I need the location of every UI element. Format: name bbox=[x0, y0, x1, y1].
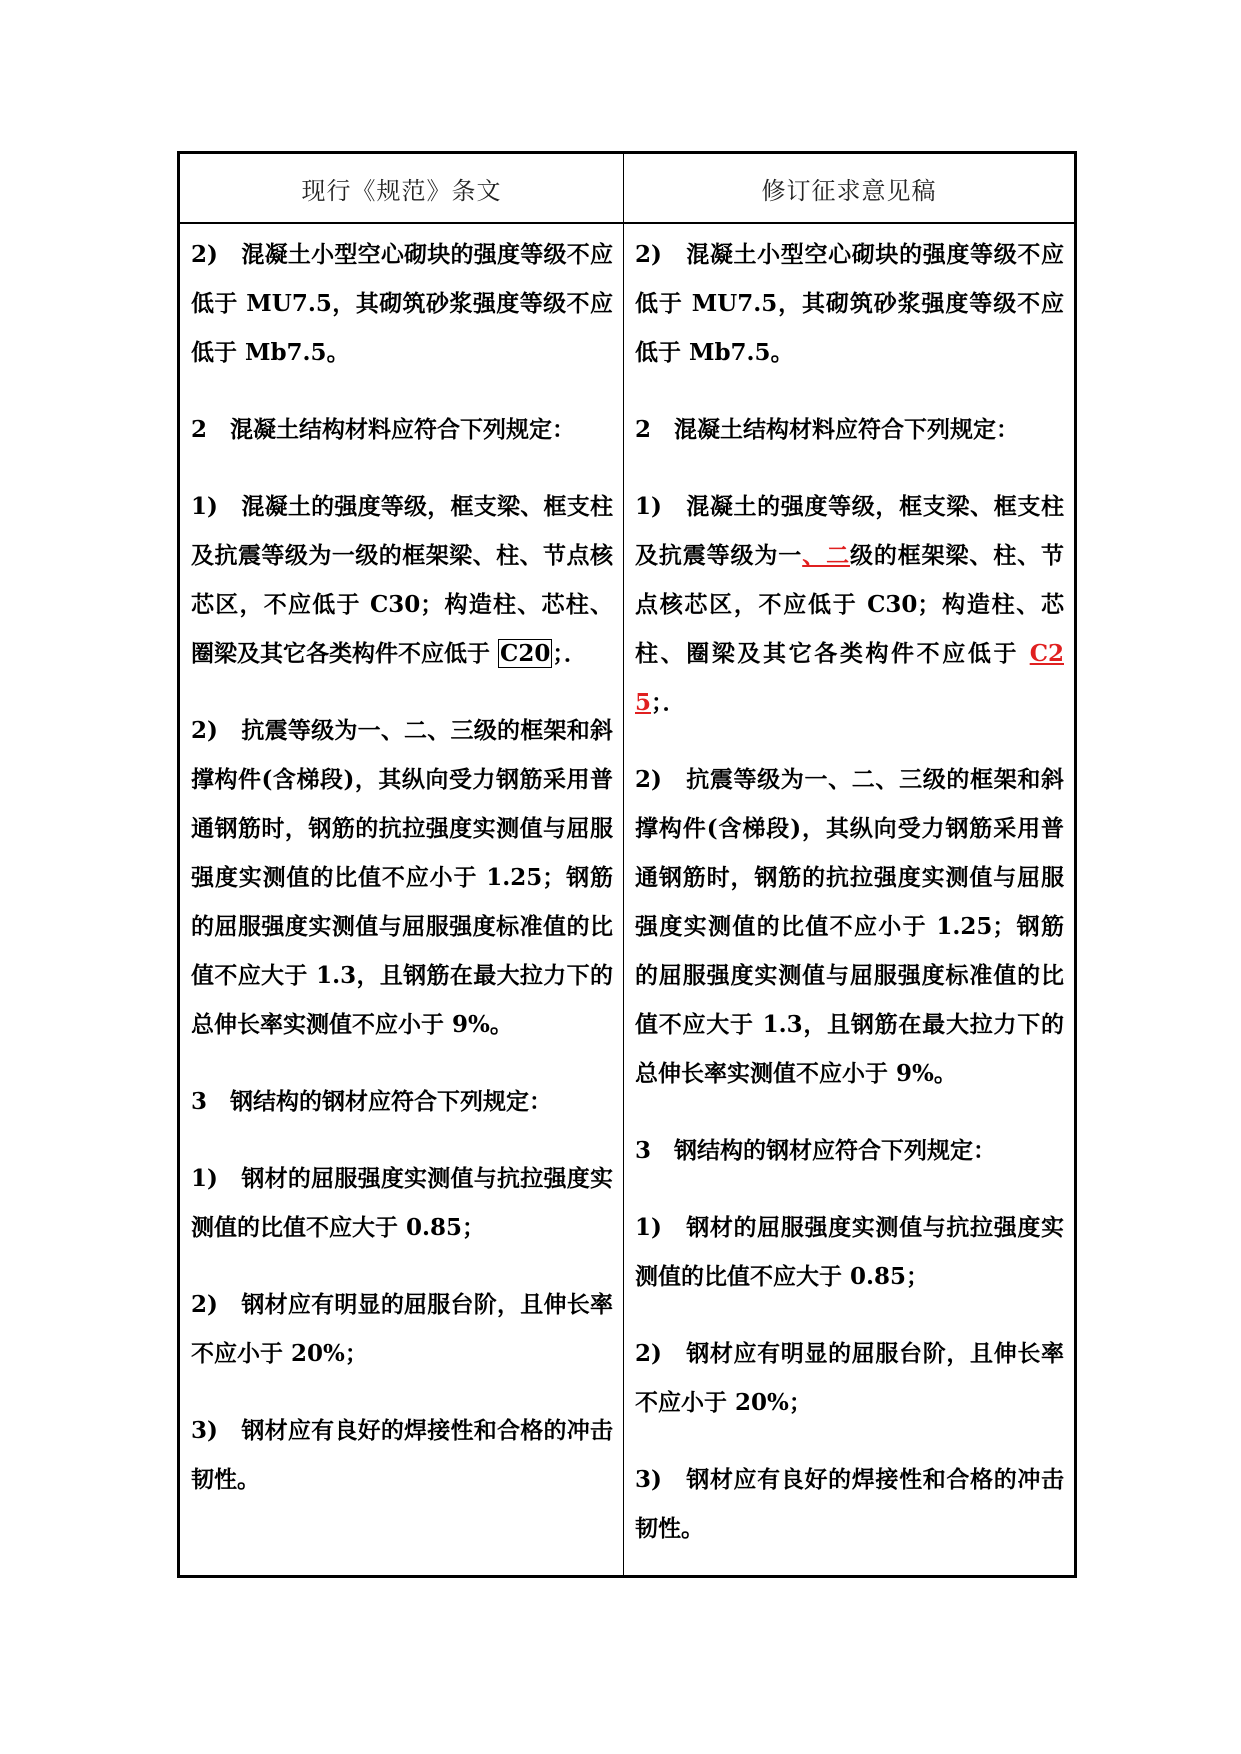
header-current-code: 现行《规范》条文 bbox=[179, 153, 624, 224]
right-inserted-level-two: 、二 bbox=[802, 542, 850, 569]
left-clause-rebar: 2) 抗震等级为一、二、三级的框架和斜撑构件(含梯段)，其纵向受力钢筋采用普通钢筋时，钢筋的抗拉强度实测值与屈服强度实测值的比值不应小于 1.25；钢筋的屈服强度实测值与屈服强度标准值的比值不应大于 1.3，且钢筋在最大拉力下的总伸长率实测值不应小于 9%。 bbox=[191, 717, 613, 1038]
content-row bbox=[179, 223, 1076, 1577]
right-clause-concrete-grade-text-a: 1) 混凝土的强度等级，框支梁、框支柱及抗震等级为一 bbox=[635, 493, 1064, 569]
right-clause-steel-heading: 3 钢结构的钢材应符合下列规定： bbox=[635, 1137, 997, 1164]
left-clause-steel-elongation: 2) 钢材应有明显的屈服台阶，且伸长率不应小于 20%； bbox=[191, 1291, 613, 1367]
current-code-column bbox=[179, 223, 624, 1577]
header-row bbox=[179, 153, 1076, 224]
right-clause-steel-ratio: 1) 钢材的屈服强度实测值与抗拉强度实测值的比值不应大于 0.85； bbox=[635, 1214, 1064, 1290]
left-boxed-grade-c20: C20 bbox=[500, 640, 551, 667]
right-clause-concrete-grade-tail: ；． bbox=[651, 689, 686, 716]
left-clause-steel-ratio: 1) 钢材的屈服强度实测值与抗拉强度实测值的比值不应大于 0.85； bbox=[191, 1165, 613, 1241]
right-clause-steel-elongation: 2) 钢材应有明显的屈服台阶，且伸长率不应小于 20%； bbox=[635, 1340, 1064, 1416]
right-clause-steel-weldability: 3) 钢材应有良好的焊接性和合格的冲击韧性。 bbox=[635, 1466, 1064, 1542]
header-revision-draft: 修订征求意见稿 bbox=[624, 153, 1076, 224]
right-clause-rebar: 2) 抗震等级为一、二、三级的框架和斜撑构件(含梯段)，其纵向受力钢筋采用普通钢筋时，钢筋的抗拉强度实测值与屈服强度实测值的比值不应小于 1.25；钢筋的屈服强度实测值与屈服强度标准值的比值不应大于 1.3，且钢筋在最大拉力下的总伸长率实测值不应小于 9%。 bbox=[635, 766, 1064, 1087]
left-clause-concrete-grade-text: 1) 混凝土的强度等级，框支梁、框支柱及抗震等级为一级的框架梁、柱、节点核芯区，不应低于 C30；构造柱、芯柱、圈梁及其它各类构件不应低于 bbox=[191, 493, 613, 667]
revision-draft-column bbox=[624, 223, 1076, 1577]
right-clause-block-strength: 2) 混凝土小型空心砌块的强度等级不应低于 MU7.5，其砌筑砂浆强度等级不应低于 Mb7.5。 bbox=[635, 241, 1064, 366]
right-clause-concrete-grade bbox=[635, 482, 1064, 727]
right-inserted-grade-c25: C25 bbox=[635, 640, 1064, 716]
left-clause-steel-weldability: 3) 钢材应有良好的焊接性和合格的冲击韧性。 bbox=[191, 1417, 613, 1493]
left-clause-concrete-heading: 2 混凝土结构材料应符合下列规定： bbox=[191, 416, 576, 443]
right-clause-concrete-grade-text-b: 级的框架梁、柱、节点核芯区，不应低于 C30；构造柱、芯柱、圈梁及其它各类构件不应低于 bbox=[635, 542, 1065, 667]
left-clause-concrete-grade-tail: ；． bbox=[552, 640, 587, 667]
left-clause-steel-heading: 3 钢结构的钢材应符合下列规定： bbox=[191, 1088, 553, 1115]
left-clause-concrete-grade bbox=[191, 482, 613, 678]
left-clause-block-strength: 2) 混凝土小型空心砌块的强度等级不应低于 MU7.5，其砌筑砂浆强度等级不应低于 Mb7.5。 bbox=[191, 241, 613, 366]
right-clause-concrete-heading: 2 混凝土结构材料应符合下列规定： bbox=[635, 416, 1020, 443]
comparison-table bbox=[177, 151, 1077, 1578]
